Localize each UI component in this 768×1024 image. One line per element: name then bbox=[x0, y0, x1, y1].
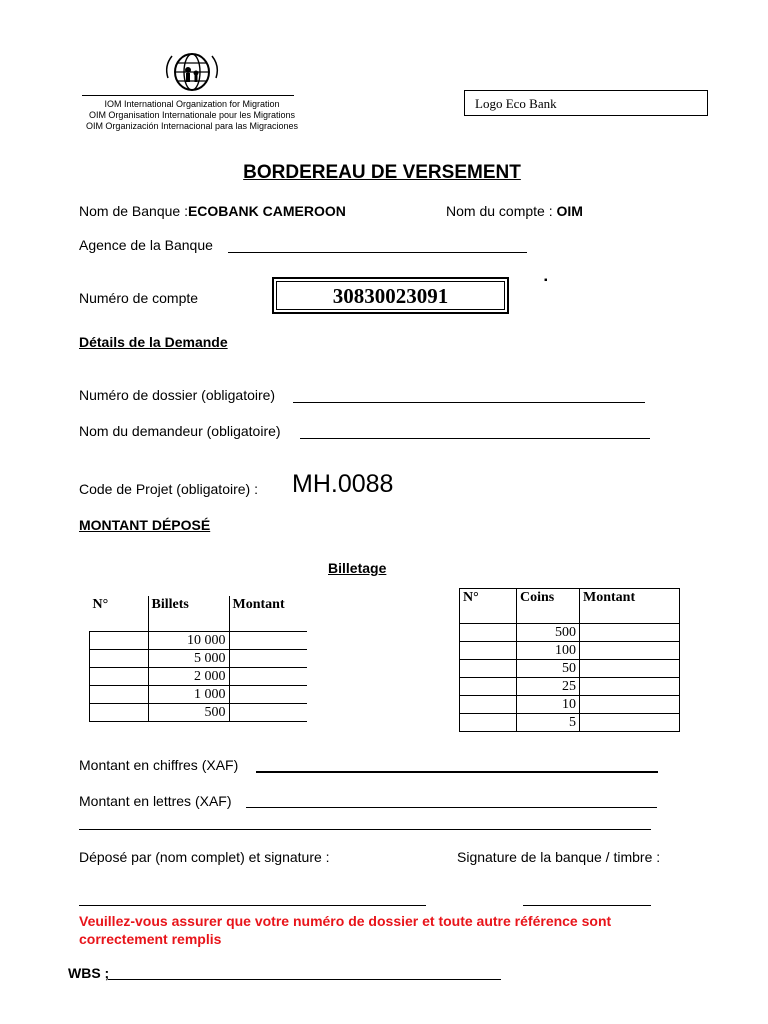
account-name-value: OIM bbox=[556, 203, 583, 219]
coins-count-cell[interactable] bbox=[460, 714, 517, 732]
notes-amount-cell[interactable] bbox=[229, 668, 307, 686]
notes-denomination: 10 000 bbox=[148, 632, 229, 650]
billetage-heading: Billetage bbox=[328, 560, 387, 576]
logo-line-fr: OIM Organisation Internationale pour les Migrations bbox=[88, 110, 296, 120]
table-row bbox=[90, 704, 308, 722]
table-row bbox=[90, 668, 308, 686]
coins-amount-cell[interactable] bbox=[580, 714, 680, 732]
agency-label: Agence de la Banque bbox=[79, 237, 213, 253]
table-row bbox=[460, 696, 680, 714]
file-number-field[interactable] bbox=[293, 402, 645, 403]
notes-amount-cell[interactable] bbox=[229, 704, 307, 722]
project-code-label: Code de Projet (obligatoire) : bbox=[79, 481, 258, 497]
amount-figures-field[interactable] bbox=[256, 771, 658, 773]
account-number-value: 30830023091 bbox=[332, 284, 449, 308]
account-name-row bbox=[446, 203, 583, 219]
request-heading: Détails de la Demande bbox=[79, 334, 228, 350]
notes-count-cell[interactable] bbox=[90, 704, 149, 722]
account-number-box bbox=[272, 277, 509, 314]
file-number-label: Numéro de dossier (obligatoire) bbox=[79, 387, 276, 403]
notes-header-number: N° bbox=[90, 596, 149, 632]
notes-table bbox=[89, 596, 307, 722]
table-row bbox=[460, 678, 680, 696]
coins-denomination: 500 bbox=[517, 624, 580, 642]
bank-signature-field[interactable] bbox=[523, 905, 651, 906]
bank-name-value: ECOBANK CAMEROON bbox=[187, 203, 346, 219]
table-row bbox=[460, 714, 680, 732]
table-row bbox=[460, 642, 680, 660]
amount-words-label: Montant en lettres (XAF) bbox=[79, 793, 232, 809]
notes-amount-cell[interactable] bbox=[229, 686, 307, 704]
warning-line-2: correctement remplis bbox=[79, 931, 222, 947]
coins-count-cell[interactable] bbox=[460, 660, 517, 678]
coins-denomination: 100 bbox=[517, 642, 580, 660]
bank-name-row bbox=[79, 203, 346, 219]
agency-field[interactable] bbox=[228, 252, 527, 253]
notes-amount-cell[interactable] bbox=[229, 632, 307, 650]
coins-count-cell[interactable] bbox=[460, 624, 517, 642]
notes-denomination: 2 000 bbox=[148, 668, 229, 686]
bank-logo-text: Logo Eco Bank bbox=[475, 96, 557, 111]
warning-line-1: Veuillez-vous assurer que votre numéro de dossier et toute autre référence sont bbox=[79, 913, 612, 929]
account-name-label: Nom du compte : bbox=[446, 203, 557, 219]
iom-logo bbox=[160, 48, 220, 98]
notes-header-montant: Montant bbox=[229, 596, 307, 632]
coins-amount-cell[interactable] bbox=[580, 642, 680, 660]
coins-denomination: 25 bbox=[517, 678, 580, 696]
amount-words-field-continued[interactable] bbox=[79, 829, 651, 830]
coins-count-cell[interactable] bbox=[460, 696, 517, 714]
bank-signature-label: Signature de la banque / timbre : bbox=[457, 849, 661, 865]
notes-count-cell[interactable] bbox=[90, 632, 149, 650]
depositor-signature-field[interactable] bbox=[79, 905, 426, 906]
requester-label: Nom du demandeur (obligatoire) bbox=[79, 423, 281, 439]
requester-field[interactable] bbox=[300, 438, 650, 439]
notes-count-cell[interactable] bbox=[90, 686, 149, 704]
notes-denomination: 1 000 bbox=[148, 686, 229, 704]
page-title: BORDEREAU DE VERSEMENT bbox=[243, 162, 521, 183]
logo-line-en: IOM International Organization for Migration bbox=[104, 99, 280, 109]
wbs-field[interactable] bbox=[108, 979, 501, 980]
coins-header-coins: Coins bbox=[517, 589, 580, 624]
amount-figures-label: Montant en chiffres (XAF) bbox=[79, 757, 239, 773]
bank-name-label: Nom de Banque : bbox=[79, 203, 188, 219]
notes-header-billets: Billets bbox=[148, 596, 229, 632]
warning-text bbox=[79, 912, 611, 948]
iom-globe-icon bbox=[160, 48, 220, 98]
coins-denomination: 50 bbox=[517, 660, 580, 678]
notes-amount-cell[interactable] bbox=[229, 650, 307, 668]
bank-logo-placeholder bbox=[464, 90, 708, 116]
logo-line-es: OIM Organización Internacional para las Migraciones bbox=[85, 121, 299, 131]
table-row bbox=[90, 650, 308, 668]
iom-logo-separator bbox=[82, 95, 294, 96]
coins-denomination: 5 bbox=[517, 714, 580, 732]
notes-table-header bbox=[90, 596, 308, 632]
stray-mark: ▪ bbox=[544, 275, 548, 286]
wbs-label: WBS ; bbox=[68, 965, 110, 981]
account-number-label: Numéro de compte bbox=[79, 290, 199, 306]
notes-denomination: 500 bbox=[148, 704, 229, 722]
table-row bbox=[460, 660, 680, 678]
project-code-value: MH.0088 bbox=[292, 470, 394, 498]
depositor-label: Déposé par (nom complet) et signature : bbox=[79, 849, 330, 865]
coins-header-montant: Montant bbox=[580, 589, 680, 624]
table-row bbox=[460, 624, 680, 642]
deposit-heading: MONTANT DÉPOSÉ bbox=[79, 517, 211, 533]
coins-table-header bbox=[460, 589, 680, 624]
notes-count-cell[interactable] bbox=[90, 650, 149, 668]
table-row bbox=[90, 632, 308, 650]
notes-count-cell[interactable] bbox=[90, 668, 149, 686]
coins-amount-cell[interactable] bbox=[580, 624, 680, 642]
iom-logo-text bbox=[82, 99, 302, 132]
coins-amount-cell[interactable] bbox=[580, 678, 680, 696]
coins-denomination: 10 bbox=[517, 696, 580, 714]
notes-denomination: 5 000 bbox=[148, 650, 229, 668]
amount-words-field[interactable] bbox=[246, 807, 657, 808]
coins-count-cell[interactable] bbox=[460, 642, 517, 660]
coins-amount-cell[interactable] bbox=[580, 660, 680, 678]
coins-table bbox=[459, 588, 680, 732]
coins-amount-cell[interactable] bbox=[580, 696, 680, 714]
coins-count-cell[interactable] bbox=[460, 678, 517, 696]
coins-header-number: N° bbox=[460, 589, 517, 624]
table-row bbox=[90, 686, 308, 704]
